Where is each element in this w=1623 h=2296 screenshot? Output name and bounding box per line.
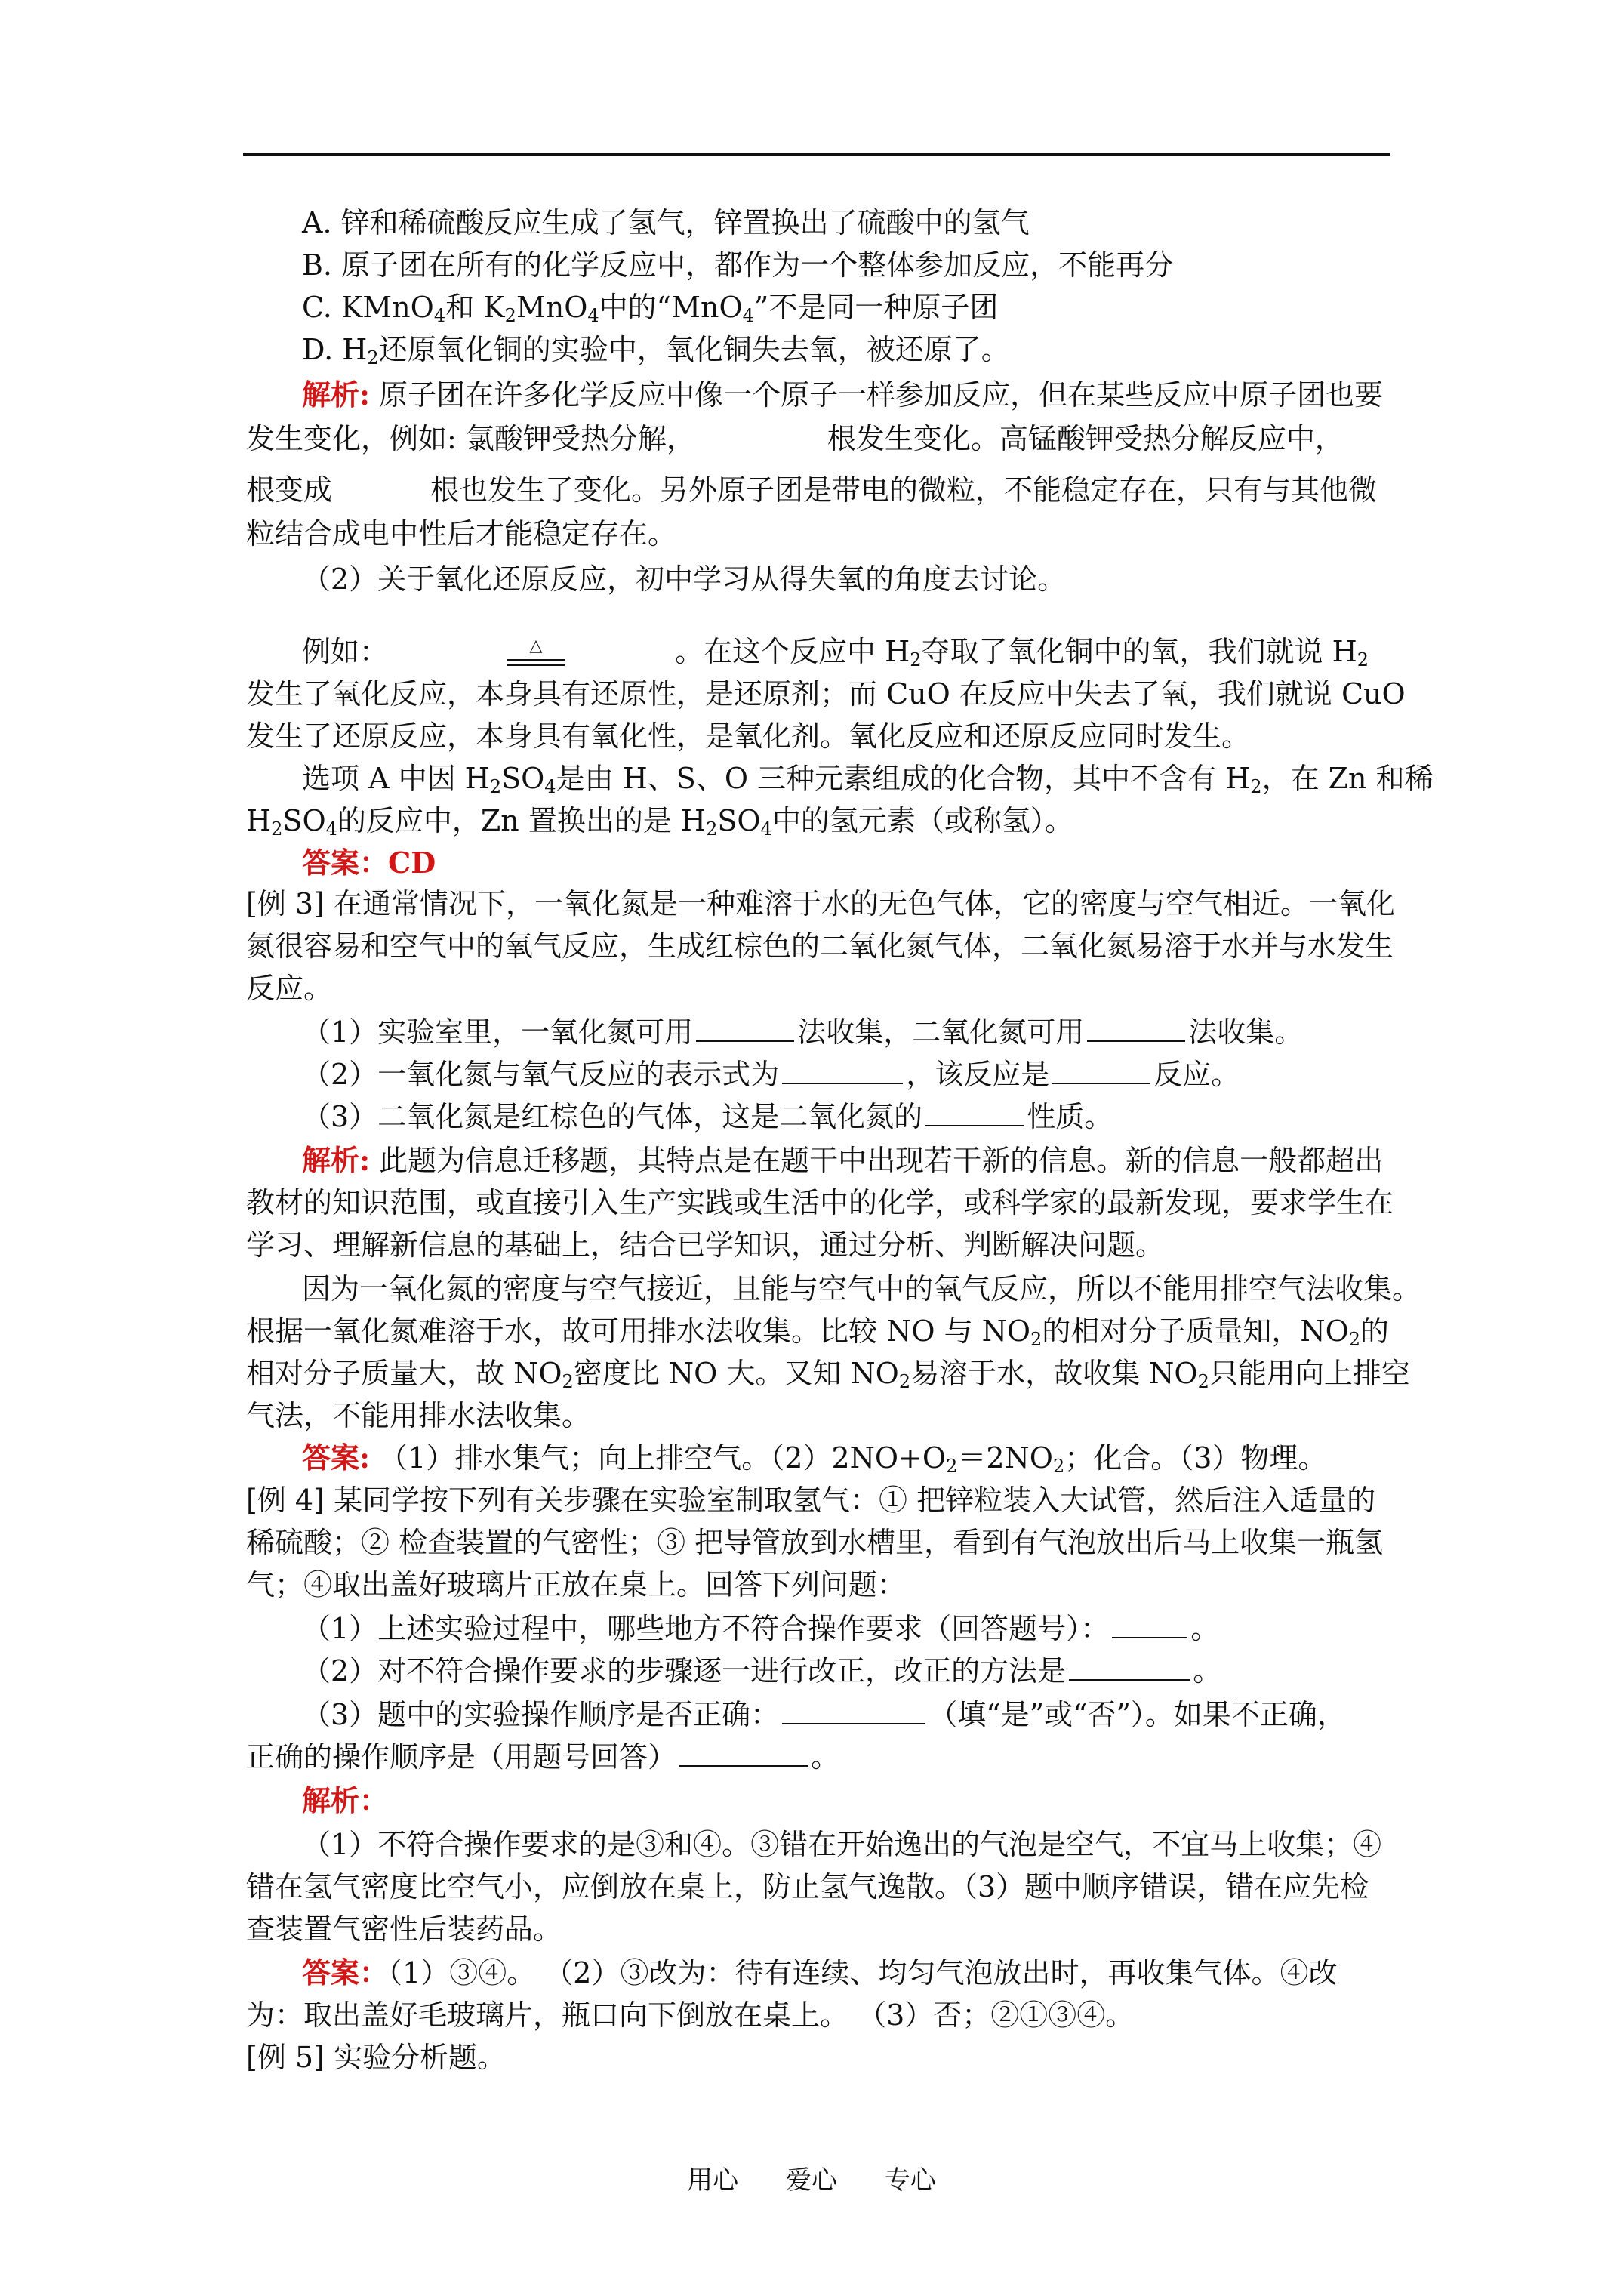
- question-line: （1）实验室里，一氧化氮可用 法收集，二氧化氮可用 法收集。: [302, 1015, 1304, 1049]
- analysis-label: 解析：: [302, 1783, 389, 1817]
- example-4-line: 气；④取出盖好玻璃片正放在桌上。回答下列问题：: [246, 1568, 907, 1601]
- question-line: （2）对不符合操作要求的步骤逐一进行改正，改正的方法是 。: [302, 1654, 1222, 1687]
- analysis-line: 查装置气密性后装药品。: [246, 1912, 562, 1946]
- question-line: （2）一氧化氮与氧气反应的表示式为 ，该反应是 反应。: [302, 1058, 1240, 1091]
- analysis-line: 根据一氧化氮难溶于水，故可用排水法收集。比较 NO 与 $NO_2$的相对分子质量知，$NO_2$的: [246, 1314, 1390, 1350]
- analysis-line: 发生了氧化反应，本身具有还原性，是还原剂；而 CuO 在反应中失去了氧，我们就说 CuO: [246, 677, 1406, 710]
- answer-blank: [782, 1060, 903, 1084]
- analysis-line: 粒结合成电中性后才能稳定存在。: [246, 517, 677, 550]
- option-c: C. KMnO$_4$和 $K_2MnO_4$中的“MnO$_4$”不是同一种原子团: [302, 291, 999, 326]
- footer-word: 专心: [884, 2165, 936, 2196]
- question-line: 正确的操作顺序是（用题号回答） 。: [246, 1740, 840, 1774]
- analysis-line: 气法，不能用排水法收集。: [246, 1399, 591, 1432]
- example-3-line: 反应。: [246, 972, 333, 1005]
- svg-text:△: △: [529, 640, 543, 655]
- analysis-line: （1）不符合操作要求的是③和④。③错在开始逸出的气泡是空气，不宜马上收集；④: [302, 1828, 1382, 1861]
- analysis-line: 相对分子质量大，故 $NO_2$密度比 NO 大。又知 $NO_2$易溶于水，故收集 $NO_2$只能用向上排空: [246, 1357, 1410, 1392]
- analysis-line: 因为一氧化氮的密度与空气接近，且能与空气中的氧气反应，所以不能用排空气法收集。: [302, 1272, 1421, 1305]
- analysis-line: 学习、理解新信息的基础上，结合已学知识，通过分析、判断解决问题。: [246, 1228, 1165, 1262]
- option-b: B. 原子团在所有的化学反应中，都作为一个整体参加反应，不能再分: [302, 248, 1174, 282]
- answer-line: 答案：（1）③④。 （2）③改为：待有连续、均匀气泡放出时，再收集气体。④改: [302, 1955, 1338, 1989]
- option-a: A. 锌和稀硫酸反应生成了氢气，锌置换出了硫酸中的氢气: [302, 206, 1030, 239]
- analysis-line: 解析: 此题为信息迁移题，其特点是在题干中出现若干新的信息。新的信息一般都超出: [302, 1143, 1384, 1177]
- question-line: （3）二氧化氮是红棕色的气体，这是二氧化氮的 性质。: [302, 1100, 1113, 1133]
- answer-blank: [782, 1700, 925, 1724]
- analysis-line: 发生变化，例如: 氯酸钾受热分解， 根发生变化。高锰酸钾受热分解反应中，: [246, 422, 1344, 455]
- analysis-line: （2）关于氧化还原反应，初中学习从得失氧的角度去讨论。: [302, 562, 1067, 596]
- answer-blank: [1069, 1657, 1190, 1681]
- example-5-line: [例 5] 实验分析题。: [246, 2041, 506, 2074]
- header-rule: [243, 153, 1390, 156]
- analysis-line: 例如： 。在这个反应中 $H_2$夺取了氧化铜中的氧，我们就说 $H_2$: [302, 635, 1369, 670]
- analysis-line: $H_2SO_4$的反应中，Zn 置换出的是 $H_2SO_4$中的氢元素（或称氢）。: [246, 804, 1073, 840]
- answer-blank: [696, 1018, 794, 1042]
- analysis-line: 错在氢气密度比空气小，应倒放在桌上，防止氢气逸散。（3）题中顺序错误，错在应先检: [246, 1870, 1369, 1903]
- example-3-line: [例 3] 在通常情况下，一氧化氮是一种难溶于水的无色气体，它的密度与空气相近。一氧化: [246, 887, 1395, 920]
- answer-blank: [679, 1743, 808, 1767]
- analysis-line: 教材的知识范围，或直接引入生产实践或生活中的化学，或科学家的最新发现，要求学生在: [246, 1186, 1394, 1219]
- example-4-line: [例 4] 某同学按下列有关步骤在实验室制取氢气：① 把锌粒装入大试管，然后注入适量的: [246, 1484, 1376, 1517]
- answer-blank: [1112, 1614, 1187, 1638]
- answer-line: 答案：CD: [302, 846, 436, 880]
- analysis-line: 根变成 根也发生了变化。另外原子团是带电的微粒，不能稳定存在，只有与其他微: [246, 473, 1378, 507]
- page-footer: [0, 2159, 1623, 2196]
- answer-blank: [1087, 1018, 1185, 1042]
- answer-blank: [1052, 1060, 1150, 1084]
- answer-line: 答案: （1）排水集气；向上排空气。$(2)2NO+O_2=2NO_2$；化合。（3）物理。: [302, 1441, 1327, 1477]
- analysis-line: 发生了还原反应，本身具有氧化性，是氧化剂。氧化反应和还原反应同时发生。: [246, 720, 1251, 753]
- answer-blank: [925, 1102, 1024, 1126]
- analysis-line: 解析: 原子团在许多化学反应中像一个原子一样参加反应，但在某些反应中原子团也要: [302, 378, 1384, 411]
- option-d: D. $H_2$还原氧化铜的实验中，氧化铜失去氧，被还原了。: [302, 333, 1010, 368]
- analysis-line: 选项 A 中因 $H_2SO_4$是由 H、S、O 三种元素组成的化合物，其中不含有 $H_2$，在 Zn 和稀: [302, 762, 1434, 797]
- question-line: （1）上述实验过程中，哪些地方不符合操作要求（回答题号）： 。: [302, 1612, 1220, 1645]
- example-4-line: 稀硫酸；② 检查装置的气密性；③ 把导管放到水槽里，看到有气泡放出后马上收集一瓶氢: [246, 1526, 1384, 1559]
- footer-word: 爱心: [786, 2165, 837, 2196]
- question-line: （3）题中的实验操作顺序是否正确： （填“是”或“否”）。如果不正确，: [302, 1698, 1346, 1731]
- example-3-line: 氮很容易和空气中的氧气反应，生成红棕色的二氧化氮气体，二氧化氮易溶于水并与水发生: [246, 929, 1394, 963]
- answer-line: 为：取出盖好毛玻璃片，瓶口向下倒放在桌上。 （3）否；②①③④。: [246, 1999, 1135, 2032]
- footer-word: 用心: [687, 2165, 739, 2196]
